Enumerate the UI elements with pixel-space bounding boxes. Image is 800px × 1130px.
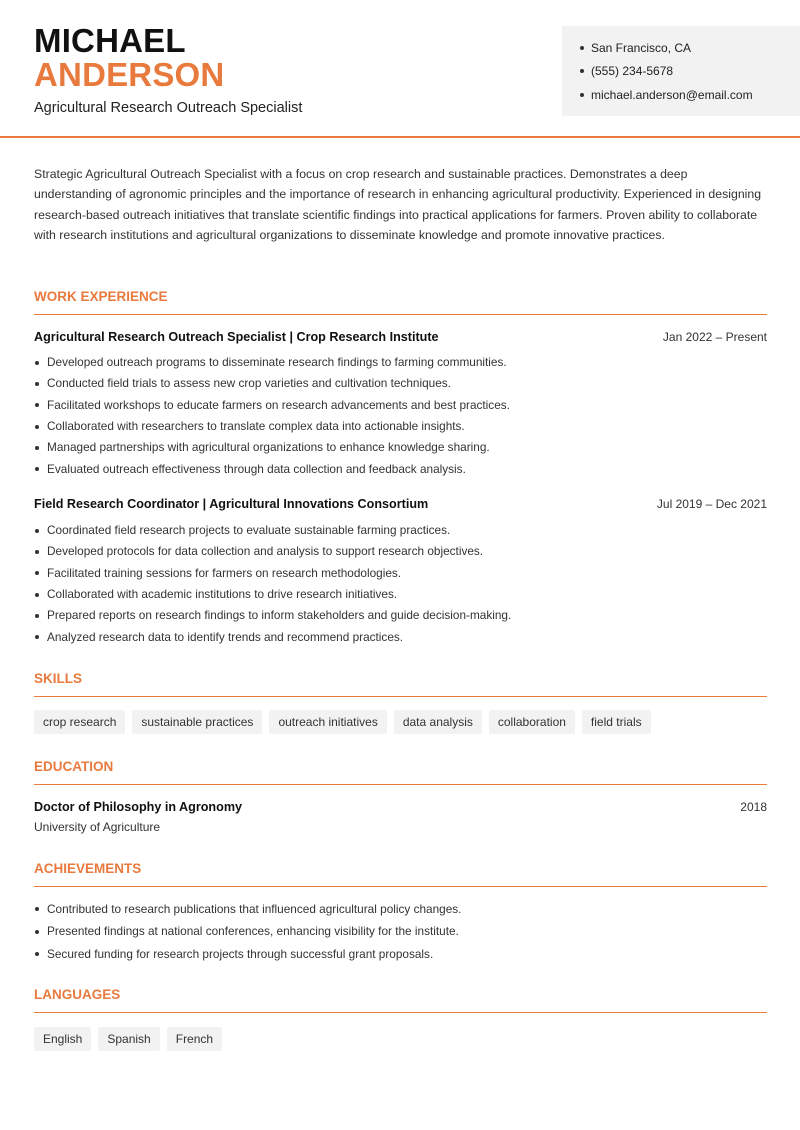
- contact-location-text: San Francisco, CA: [591, 40, 692, 55]
- section-title-achievements: ACHIEVEMENTS: [34, 861, 767, 887]
- bullet-icon: [35, 635, 39, 639]
- education-header: [34, 800, 767, 814]
- list-item: [34, 898, 767, 921]
- bullet-icon: [35, 614, 39, 618]
- contact-email: [580, 83, 800, 107]
- bullet-icon: [35, 403, 39, 407]
- bullet-icon: [580, 46, 584, 50]
- resume-header: [0, 0, 800, 138]
- list-item-text: Collaborated with researchers to translate complex data into actionable insights.: [47, 419, 465, 434]
- list-item-text: Facilitated workshops to educate farmers on research advancements and best practices.: [47, 397, 510, 412]
- job-1-bullets: [34, 352, 767, 480]
- skill-tag: field trials: [582, 710, 651, 734]
- list-item-text: Prepared reports on research findings to inform stakeholders and guide decision-making.: [47, 608, 512, 623]
- list-item: [34, 458, 767, 479]
- bullet-icon: [35, 529, 39, 533]
- list-item: [34, 943, 767, 966]
- list-item: [34, 541, 767, 562]
- skill-tag: crop research: [34, 710, 125, 734]
- list-item: [34, 416, 767, 437]
- contact-location: [580, 36, 800, 60]
- list-item-text: Managed partnerships with agricultural organizations to enhance knowledge sharing.: [47, 440, 490, 455]
- bullet-icon: [35, 907, 39, 911]
- list-item-text: Coordinated field research projects to evaluate sustainable farming practices.: [47, 523, 451, 538]
- job-2-bullets: [34, 520, 767, 648]
- section-title-work-experience: WORK EXPERIENCE: [34, 289, 767, 315]
- list-item: [34, 563, 767, 584]
- contact-phone: [580, 60, 800, 84]
- list-item: [34, 437, 767, 458]
- list-item-text: Conducted field trials to assess new crop varieties and cultivation techniques.: [47, 376, 451, 391]
- skill-tag: collaboration: [489, 710, 575, 734]
- list-item: [34, 921, 767, 944]
- job-dates: Jul 2019 – Dec 2021: [656, 497, 767, 511]
- list-item-text: Analyzed research data to identify trends and recommend practices.: [47, 629, 404, 644]
- bullet-icon: [35, 550, 39, 554]
- section-title-skills: SKILLS: [34, 671, 767, 697]
- list-item-text: Developed protocols for data collection and analysis to support research objectives.: [47, 544, 484, 559]
- contact-box: [562, 26, 800, 116]
- list-item-text: Collaborated with academic institutions to drive research initiatives.: [47, 587, 398, 602]
- bullet-icon: [35, 571, 39, 575]
- bullet-icon: [35, 952, 39, 956]
- bullet-icon: [35, 361, 39, 365]
- list-item-text: Secured funding for research projects through successful grant proposals.: [47, 946, 434, 961]
- last-name: ANDERSON: [34, 56, 225, 93]
- section-title-education: EDUCATION: [34, 759, 767, 785]
- list-item: [34, 352, 767, 373]
- skill-tag: data analysis: [394, 710, 482, 734]
- list-item-text: Facilitated training sessions for farmers on research methodologies.: [47, 565, 402, 580]
- bullet-icon: [35, 382, 39, 386]
- job-dates: Jan 2022 – Present: [662, 330, 767, 344]
- contact-phone-text: (555) 234-5678: [591, 64, 674, 79]
- language-tag: Spanish: [98, 1027, 159, 1051]
- skills-tags: [34, 710, 651, 734]
- achievements-list: [34, 898, 767, 966]
- skill-tag: outreach initiatives: [269, 710, 386, 734]
- bullet-icon: [35, 446, 39, 450]
- language-tag: French: [167, 1027, 222, 1051]
- bullet-icon: [35, 467, 39, 471]
- section-title-languages: LANGUAGES: [34, 987, 767, 1013]
- bullet-icon: [580, 93, 584, 97]
- contact-email-text: michael.anderson@email.com: [591, 87, 753, 102]
- bullet-icon: [35, 593, 39, 597]
- skill-tag: sustainable practices: [132, 710, 262, 734]
- graduation-year: 2018: [740, 800, 767, 814]
- language-tag: English: [34, 1027, 91, 1051]
- bullet-icon: [580, 69, 584, 73]
- list-item-text: Developed outreach programs to disseminate research findings to farming communities.: [47, 355, 507, 370]
- bullet-icon: [35, 425, 39, 429]
- list-item: [34, 373, 767, 394]
- degree: Doctor of Philosophy in Agronomy: [34, 800, 243, 814]
- professional-summary: Strategic Agricultural Outreach Specialist with a focus on crop research and sustainable practices. Demonstrates a deep understanding of agronomic principles and the importance of research in enhancing agricultural productivity. Experienced in designing research-based outreach initiatives that translate scientific findings into practical applications for farmers. Proven ability to collaborate with research institutions and agricultural organizations to disseminate knowledge and promote innovative practices.: [34, 167, 762, 243]
- list-item: [34, 520, 767, 541]
- first-name: MICHAEL: [34, 22, 186, 59]
- job-role: Agricultural Research Outreach Specialist | Crop Research Institute: [34, 330, 439, 344]
- job-header-2: [34, 497, 767, 511]
- bullet-icon: [35, 930, 39, 934]
- school-name: University of Agriculture: [34, 820, 161, 834]
- list-item: [34, 626, 767, 647]
- list-item-text: Presented findings at national conferences, enhancing visibility for the institute.: [47, 924, 459, 939]
- job-header-1: [34, 330, 767, 344]
- list-item: [34, 584, 767, 605]
- list-item: [34, 605, 767, 626]
- job-role: Field Research Coordinator | Agricultural Innovations Consortium: [34, 497, 429, 511]
- job-title: Agricultural Research Outreach Specialist: [34, 100, 303, 116]
- list-item-text: Evaluated outreach effectiveness through data collection and feedback analysis.: [47, 461, 466, 476]
- list-item: [34, 395, 767, 416]
- languages-tags: [34, 1027, 222, 1051]
- list-item-text: Contributed to research publications that influenced agricultural policy changes.: [47, 901, 462, 916]
